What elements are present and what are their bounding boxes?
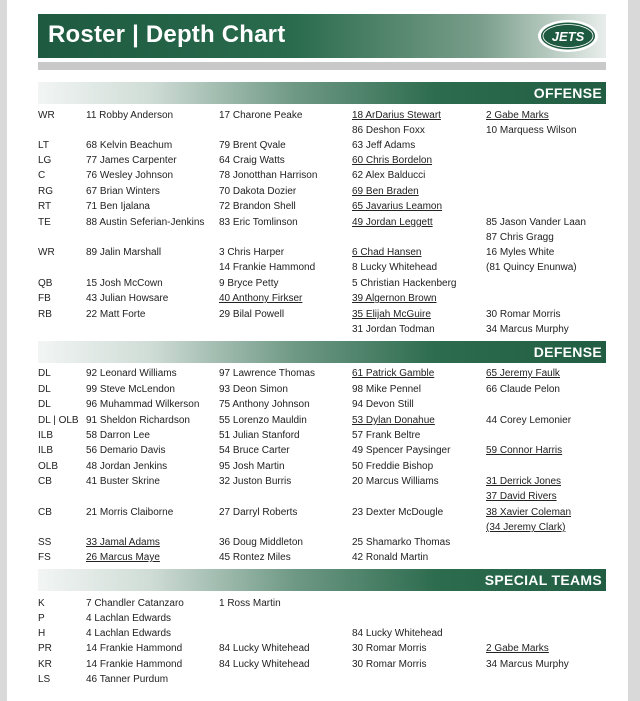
player-entry: 25 Shamarko Thomas [352,537,451,548]
player-entry: 3 Chris Harper [219,247,285,258]
player-entry: 29 Bilal Powell [219,309,285,320]
position-label: CB [38,507,52,518]
section-title: SPECIAL TEAMS [484,572,602,588]
player-entry: 98 Mike Pennel [352,384,421,395]
page-edge-right [628,0,640,701]
player-entry: 43 Julian Howsare [86,293,169,304]
player-entry: 87 Chris Gragg [486,232,554,243]
player-entry: 36 Doug Middleton [219,537,303,548]
player-entry: 78 Jonotthan Harrison [219,170,318,181]
player-entry: 23 Dexter McDougle [352,507,444,518]
player-entry: 42 Ronald Martin [352,552,429,563]
player-entry: 8 Lucky Whitehead [352,262,438,273]
player-entry: 10 Marquess Wilson [486,125,577,136]
player-entry: 55 Lorenzo Mauldin [219,415,307,426]
player-entry: 27 Darryl Roberts [219,507,298,518]
player-entry: 56 Demario Davis [86,445,166,456]
player-entry: 46 Tanner Purdum [86,674,169,685]
position-label: SS [38,537,52,548]
player-entry: 96 Muhammad Wilkerson [86,399,200,410]
player-entry: 54 Bruce Carter [219,445,290,456]
player-entry: 16 Myles White [486,247,555,258]
player-entry: 66 Claude Pelon [486,384,560,395]
player-entry: 77 James Carpenter [86,155,177,166]
logo-wordmark: JETS [551,29,585,44]
player-entry: 60 Chris Bordelon [352,155,433,166]
player-entry: 51 Julian Stanford [219,430,300,441]
player-entry: 4 Lachlan Edwards [86,628,172,639]
player-entry: 35 Elijah McGuire [352,309,431,320]
header-banner [38,14,606,58]
player-entry: 7 Chandler Catanzaro [86,598,184,609]
position-label: CB [38,476,52,487]
player-entry: 97 Lawrence Thomas [219,368,315,379]
player-entry: 39 Algernon Brown [352,293,437,304]
position-label: K [38,598,45,609]
position-label: C [38,170,46,181]
player-entry: 6 Chad Hansen [352,247,422,258]
player-entry: 17 Charone Peake [219,110,303,121]
player-entry: 9 Bryce Petty [219,278,279,289]
section-title: DEFENSE [533,344,602,360]
position-label: DL [38,368,51,379]
position-label: TE [38,217,51,228]
player-entry: 14 Frankie Hammond [86,643,183,654]
player-entry: 89 Jalin Marshall [86,247,162,258]
player-entry: 49 Jordan Leggett [352,217,433,228]
player-entry: 34 Marcus Murphy [486,659,569,670]
position-label: KR [38,659,52,670]
position-label: LT [38,140,49,151]
position-label: ILB [38,445,54,456]
player-entry: 14 Frankie Hammond [219,262,316,273]
page-edge-left [0,0,7,701]
player-entry: 40 Anthony Firkser [219,293,303,304]
player-entry: 33 Jamal Adams [86,537,160,548]
player-entry: 84 Lucky Whitehead [219,659,310,670]
player-entry: 61 Patrick Gamble [352,368,435,379]
player-entry: 26 Marcus Maye [86,552,160,563]
header-divider [38,62,606,70]
position-label: PR [38,643,52,654]
player-entry: 2 Gabe Marks [486,643,549,654]
position-label: RT [38,201,52,212]
player-entry: 75 Anthony Johnson [219,399,310,410]
position-label: ILB [38,430,54,441]
player-entry: 70 Dakota Dozier [219,186,297,197]
player-entry: 53 Dylan Donahue [352,415,435,426]
player-entry: 15 Josh McCown [86,278,163,289]
player-entry: 31 Derrick Jones [486,476,562,487]
section-bar-offense [38,82,606,104]
player-entry: 58 Darron Lee [86,430,150,441]
player-entry: 37 David Rivers [486,491,557,502]
player-entry: 1 Ross Martin [219,598,281,609]
player-entry: 4 Lachlan Edwards [86,613,172,624]
player-entry: 48 Jordan Jenkins [86,461,168,472]
position-label: DL [38,399,51,410]
page-title: Roster | Depth Chart [48,21,286,48]
player-entry: 69 Ben Braden [352,186,419,197]
player-entry: 91 Sheldon Richardson [86,415,190,426]
player-entry: 21 Morris Claiborne [86,507,174,518]
player-entry: 44 Corey Lemonier [486,415,572,426]
player-entry: 84 Lucky Whitehead [219,643,310,654]
position-label: OLB [38,461,59,472]
player-entry: 71 Ben Ijalana [86,201,150,212]
player-entry: 93 Deon Simon [219,384,288,395]
player-entry: 59 Connor Harris [486,445,563,456]
player-entry: (81 Quincy Enunwa) [486,262,577,273]
player-entry: 22 Matt Forte [86,309,146,320]
player-entry: 5 Christian Hackenberg [352,278,457,289]
player-entry: 65 Javarius Leamon [352,201,443,212]
position-label: FS [38,552,51,563]
player-entry: 34 Marcus Murphy [486,324,569,335]
player-entry: 84 Lucky Whitehead [352,628,443,639]
player-entry: 49 Spencer Paysinger [352,445,451,456]
player-entry: 45 Rontez Miles [219,552,291,563]
position-label: WR [38,110,55,121]
position-label: P [38,613,45,624]
player-entry: 50 Freddie Bishop [352,461,434,472]
section-bar-special-teams [38,569,606,591]
player-entry: 30 Romar Morris [352,643,427,654]
player-entry: 92 Leonard Williams [86,368,177,379]
player-entry: 65 Jeremy Faulk [486,368,560,379]
player-entry: 67 Brian Winters [86,186,160,197]
player-entry: 57 Frank Beltre [352,430,421,441]
player-entry: 99 Steve McLendon [86,384,175,395]
section-bar-defense [38,341,606,363]
player-entry: 32 Juston Burris [219,476,292,487]
player-entry: 18 ArDarius Stewart [352,110,441,121]
player-entry: 31 Jordan Todman [352,324,435,335]
player-entry: 68 Kelvin Beachum [86,140,173,151]
position-label: WR [38,247,55,258]
position-label: H [38,628,46,639]
player-entry: 62 Alex Balducci [352,170,426,181]
player-entry: 86 Deshon Foxx [352,125,425,136]
player-entry: 94 Devon Still [352,399,414,410]
player-entry: 83 Eric Tomlinson [219,217,298,228]
position-label: RB [38,309,52,320]
player-entry: 95 Josh Martin [219,461,285,472]
position-label: LS [38,674,51,685]
position-label: QB [38,278,53,289]
player-entry: 41 Buster Skrine [86,476,160,487]
position-label: LG [38,155,52,166]
player-entry: 20 Marcus Williams [352,476,439,487]
player-entry: 64 Craig Watts [219,155,285,166]
player-entry: 30 Romar Morris [352,659,427,670]
player-entry: 2 Gabe Marks [486,110,549,121]
player-entry: 14 Frankie Hammond [86,659,183,670]
jets-logo-icon [536,17,600,55]
position-label: RG [38,186,53,197]
player-entry: 88 Austin Seferian-Jenkins [86,217,205,228]
position-label: DL | OLB [38,415,79,426]
player-entry: 79 Brent Qvale [219,140,286,151]
player-entry: (34 Jeremy Clark) [486,522,566,533]
player-entry: 72 Brandon Shell [219,201,296,212]
position-label: DL [38,384,51,395]
player-entry: 30 Romar Morris [486,309,561,320]
player-entry: 11 Robby Anderson [86,110,174,121]
section-title: OFFENSE [533,85,602,101]
position-label: FB [38,293,51,304]
player-entry: 38 Xavier Coleman [486,507,572,518]
player-entry: 63 Jeff Adams [352,140,416,151]
player-entry: 85 Jason Vander Laan [486,217,586,228]
player-entry: 76 Wesley Johnson [86,170,174,181]
